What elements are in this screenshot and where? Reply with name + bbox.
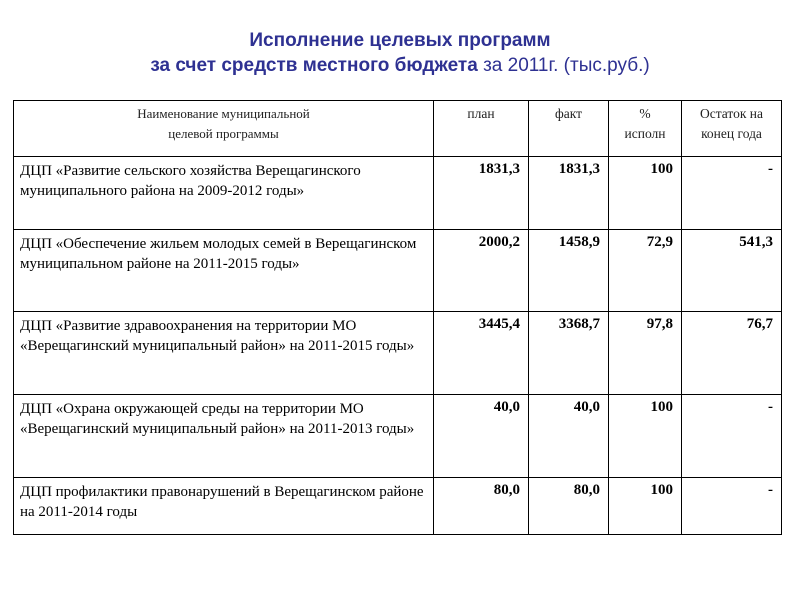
table-row	[14, 230, 782, 312]
table-row	[14, 157, 782, 230]
program-name-cell: ДЦП «Охрана окружающей среды на территории МО «Верещагинский муниципальный район» на 2011-2013 годы»	[14, 395, 434, 478]
percent-cell: 100	[609, 478, 682, 535]
programs-table	[13, 100, 782, 535]
header-plan	[434, 101, 529, 157]
program-name-cell: ДЦП «Обеспечение жильем молодых семей в Верещагинском муниципальном районе на 2011-2015 годы»	[14, 230, 434, 312]
percent-cell: 97,8	[609, 312, 682, 395]
header-remainder	[682, 101, 782, 157]
percent-cell: 72,9	[609, 230, 682, 312]
fact-cell: 3368,7	[529, 312, 609, 395]
remainder-cell: -	[682, 478, 782, 535]
program-name-cell: ДЦП «Развитие сельского хозяйства Верещагинского муниципального района на 2009-2012 годы»	[14, 157, 434, 230]
header-text: Остаток на	[699, 106, 764, 121]
fact-cell: 1831,3	[529, 157, 609, 230]
table-row	[14, 312, 782, 395]
header-text: целевой программы	[168, 126, 279, 141]
header-text: план	[467, 106, 495, 121]
remainder-cell: -	[682, 157, 782, 230]
slide-title	[0, 28, 800, 78]
remainder-cell: 541,3	[682, 230, 782, 312]
fact-cell: 1458,9	[529, 230, 609, 312]
fact-cell: 80,0	[529, 478, 609, 535]
program-name-cell: ДЦП профилактики правонарушений в Верещагинском районе на 2011-2014 годы	[14, 478, 434, 535]
percent-cell: 100	[609, 395, 682, 478]
remainder-cell: -	[682, 395, 782, 478]
table-row	[14, 478, 782, 535]
plan-cell: 40,0	[434, 395, 529, 478]
header-fact	[529, 101, 609, 157]
header-text: %	[639, 106, 651, 121]
header-text: Наименование муниципальной	[137, 106, 310, 121]
title-line-1: Исполнение целевых программ	[249, 30, 551, 51]
plan-cell: 2000,2	[434, 230, 529, 312]
remainder-cell: 76,7	[682, 312, 782, 395]
plan-cell: 3445,4	[434, 312, 529, 395]
plan-cell: 80,0	[434, 478, 529, 535]
fact-cell: 40,0	[529, 395, 609, 478]
header-text: исполн	[624, 126, 666, 141]
table-header-row	[14, 101, 782, 157]
program-name-cell: ДЦП «Развитие здравоохранения на территории МО «Верещагинский муниципальный район» на 2011-2015 годы»	[14, 312, 434, 395]
percent-cell: 100	[609, 157, 682, 230]
header-text: конец года	[701, 126, 762, 141]
header-program-name	[14, 101, 434, 157]
header-text: факт	[554, 106, 583, 121]
plan-cell: 1831,3	[434, 157, 529, 230]
table-row	[14, 395, 782, 478]
title-line-2-bold: за счет средств местного бюджета	[150, 55, 478, 76]
header-percent	[609, 101, 682, 157]
title-line-2-normal: за 2011г. (тыс.руб.)	[477, 55, 650, 76]
title-line-2	[0, 53, 800, 78]
